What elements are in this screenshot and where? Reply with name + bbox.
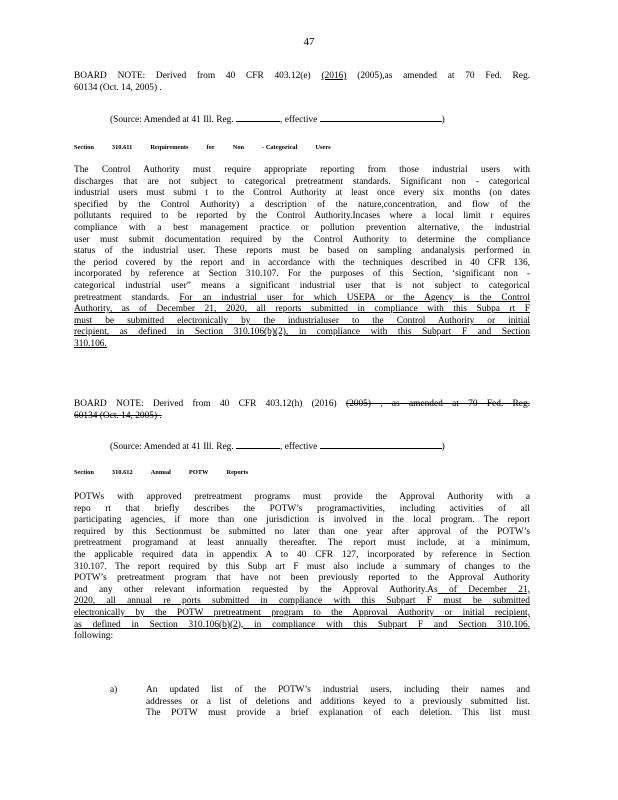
note-text: BOARD NOTE: Derived from 40 CFR 403.12(e) [74,71,322,81]
body-line: categorical industrial user” means a significant industrial user that is not subject to categorical [74,280,530,291]
source-text: , effective [280,115,320,125]
section-title-word: POTW [188,469,209,476]
body-line: specified by the Control Authority) a description of the nature,concentration, and flow of the [74,199,530,210]
item-a-text [146,685,530,720]
board-note-2-line-2: 60134 (Oct. 14, 2005) . [74,410,162,421]
inserted-line: recipient, as defined in Section 310.106(b)(2), in compliance with this Subpart F and Section [74,327,530,338]
register-blank [236,440,280,449]
source-text: ) [441,115,445,125]
item-line: The POTW must provide a brief explanation of each deletion. This list must [146,708,530,719]
source-line-1 [110,113,445,126]
inserted-line: electronically by the POTW pretreatment program to the Approval Authority or initial recipient, [74,607,530,618]
body-line: compliance with a best management practice or pollution prevention alternative, the industrial [74,222,530,233]
section-label: Section [74,469,94,476]
board-note-1-line-1 [74,71,530,83]
board-note-2 [74,399,530,422]
page-number: 47 [303,36,315,48]
section-title-word: Reports [226,469,249,476]
effective-date-blank [320,440,442,449]
effective-date-blank [320,113,442,122]
body-line: POTWs with approved pretreatment programs must provide the Approval Authority with a [74,492,530,502]
deleted-text: (2005) , as amended at 70 Fed. Reg. [345,399,530,409]
section-title-word: Non [232,144,245,151]
body-line [74,585,530,597]
item-line: addresses or a list of deletions and additions keyed to a previously submitted list. [146,696,530,707]
body-line: required by this Sectionmust be submitted no later than one year after approval of the POTW’s [74,526,530,537]
inserted-text: For an industrial user for which USEPA or the Agency is the Control [179,292,530,303]
body-line: the period covered by the report and in accordance with the techniques described in 40 CFR 136, [74,257,530,268]
body-line: following: [74,631,114,642]
body-text: pretreatment standards. [74,292,180,303]
source-text: (Source: Amended at 41 Ill. Reg. [110,442,237,452]
body-line: 310.107. The report required by this Subp art F must also include a summary of changes to the [74,561,530,572]
body-line: status of the industrial user. These reports must be based on sampling andanalysis performed in [74,246,530,257]
section-id: 310.611 [111,144,133,151]
board-note-1-line-2: 60134 (Oct. 14, 2005) . [74,82,162,93]
inserted-line: must be submitted electronically by the industrialuser to the Control Authority or initial [74,315,530,326]
section-612-body [74,492,530,643]
section-heading-611 [74,144,349,151]
inserted-line: 310.106. [74,338,107,349]
body-line: discharges that are not subject to categorical pretreatment standards. Significant non - categorical [74,176,530,187]
inserted-line: 2020, all annual re ports submitted in compliance with this Subpart F must be submitted [74,596,530,607]
section-title-word: - Categorical [262,144,298,151]
section-title-word: Annual [150,469,171,476]
inserted-line: as defined in Section 310.106(b)(2), in compliance with this Subpart F and Section 310.106. [74,619,530,630]
inserted-year: (2016) [321,71,347,81]
item-a-label: a) [110,685,118,695]
section-label: Section [74,144,94,151]
item-line: An updated list of the POTW’s industrial users, including their names and [146,685,530,695]
section-title-word: Requirements [150,144,189,151]
register-blank [236,113,280,122]
body-line: user must submit documentation required by the Control Authority to determine the compliance [74,234,530,245]
body-line: incorporated by reference at Section 310.107. For the purposes of this Section, ‘significant non - [74,269,530,280]
body-line: the applicable required data in appendix A to 40 CFR 127, incorporated by reference in Section [74,549,530,560]
section-id: 310.612 [111,469,133,476]
source-line-2 [110,440,445,453]
section-title-word: Users [315,144,331,151]
note-text: (2005),as amended at 70 Fed. Reg. [346,71,530,81]
body-line: pretreatment programand at least annually thereafter. The report must include, at a minimum, [74,538,530,549]
section-heading-612 [74,469,266,476]
board-note-1 [74,71,530,94]
body-line [74,293,530,305]
body-line: The Control Authority must require appropriate reporting from those industrial users with [74,165,530,175]
note-text: BOARD NOTE: Derived from 40 CFR 403.12(h) (2016) [74,399,346,409]
inserted-text: of December 21, [437,584,530,595]
body-line: pollutants required to be reported by the Control Authority.Incases where a local limit r equires [74,211,530,222]
board-note-2-line-1 [74,399,530,411]
source-text: , effective [280,442,320,452]
body-line: participating agencies, if more than one jurisdiction is involved in the local program. The report [74,515,530,526]
body-text: and any other relevant information requested by the Approval Authority.As [74,584,438,595]
source-text: (Source: Amended at 41 Ill. Reg. [110,115,237,125]
body-line: repo rt that briefly describes the POTW’s programactivities, including activities of all [74,503,530,514]
body-line: industrial users must submi t to the Control Authority at least once every six months (on dates [74,188,530,199]
inserted-line: Authority, as of December 21, 2020, all reports submitted in compliance with this Subpa rt F [74,304,530,315]
section-611-body [74,165,530,351]
body-line: POTW’s pretreatment program that have not been previously reported to the Approval Authority [74,573,530,584]
section-title-word: for [206,144,215,151]
source-text: ) [441,442,445,452]
